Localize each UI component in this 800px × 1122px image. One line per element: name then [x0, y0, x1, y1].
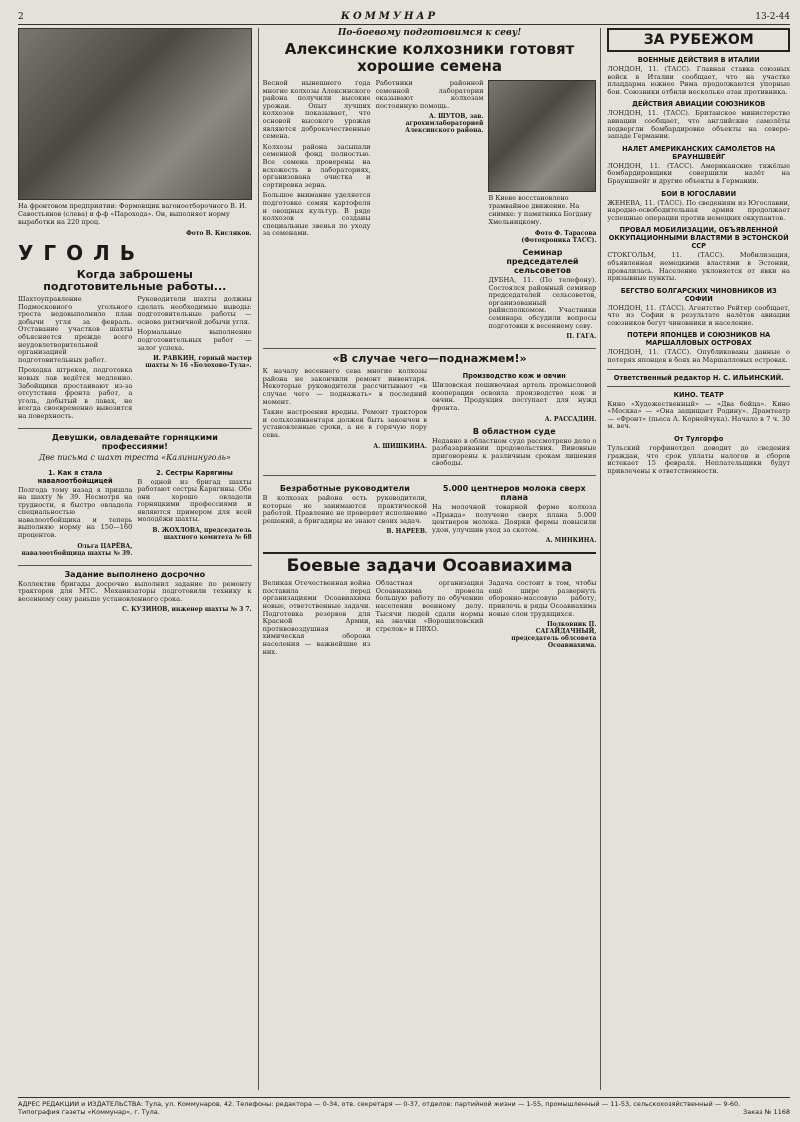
article-paragraph: Задача состоит в том, чтобы ещё шире развернуть оборонно-массовую работу, привлечь в ряды Осоавиахима новые слои трудящихся. — [488, 579, 597, 618]
section-text: Недавно в областном суде рассмотрено дело о разбазаривании продовольствия. Виновные приговорены к различным срокам лишения свободы. — [432, 436, 597, 468]
article-paragraph: Нормальные выполнение подготовительных работ — залог успеха. — [137, 328, 252, 352]
news-text: ЛОНДОН, 11. (ТАСС). Британское министерство авиации сообщает, что английские самолёты подвергли бомбардировке объекты на северо-западе Германии. — [607, 109, 790, 141]
article-signature: А. ШИШКИНА. — [373, 442, 428, 450]
lead-signature: А. ШУТОВ, зав. агрохимлабораторией Алексинского района. — [405, 113, 484, 135]
news-text: ЛОНДОН, 11. (ТАСС). Опубликованы данные о потерях японцев в боях на Маршалловых островах. — [607, 348, 790, 365]
news-title: ВОЕННЫЕ ДЕЙСТВИЯ В ИТАЛИИ — [637, 56, 760, 64]
section-signature: А. РАССАДИН. — [544, 415, 597, 423]
news-text: ЛОНДОН, 11. (ТАСС). Агентство Рейтер сообщает, что из Софии в результате налётов авиации союзников бегут чиновники и население. — [607, 303, 790, 327]
lead-paragraph: Большое внимание уделяется подготовке семян картофеля и овощных культур. В ряде колхозов созданы специальные звенья по уходу за семенами. — [262, 191, 371, 238]
section-title: В областном суде — [472, 426, 556, 436]
photo-caption: В Киеве восстановлено трамвайное движение. На снимке: у памятника Богдану Хмельницкому. — [488, 194, 592, 226]
news-text: СТОКГОЛЬМ, 11. (ТАСС). Мобилизация, объявленная немецкими властями в Эстонии, провалилась. Население уклоняется от явки на призывные пункты. — [607, 251, 790, 283]
article-title: 5.000 центнеров молока сверх плана — [442, 483, 586, 502]
footer-address: АДРЕС РЕДАКЦИИ и ИЗДАТЕЛЬСТВА: Тула, ул. Коммунаров, 42. Телефоны: редактора — 0-34, отв. секретаря — 0-37, отделов: партийной жизни — 1-55, промышленный — 11-53, сельскохозяйственный — 9-60. — [18, 1100, 741, 1108]
article-paragraph: Шахтоуправление Подмосковного угольного треста недовыполнило план добычи угля за февраль. Отставание участков шахты объясняется прежде всего неудовлетворительной организацией подготовительных работ. — [18, 295, 133, 364]
paper-name: КОММУНАР — [340, 11, 439, 22]
issue-date: 13-2-44 — [755, 12, 790, 22]
seminar-signature: П. ГАГА. — [566, 333, 597, 341]
article-paragraph: Руководители шахты должны сделать необходимые выводы: подготовительные работы — основа ритмичной добычи угля. — [137, 295, 252, 326]
factory-photo — [18, 28, 252, 200]
article-subtitle: Две письма с шахт треста «Калининуголь» — [38, 452, 231, 462]
news-title: ДЕЙСТВИЯ АВИАЦИИ СОЮЗНИКОВ — [632, 100, 766, 109]
section-signature: Ольга ЦАРЁВА, навалоотбойщица шахты № 39. — [21, 542, 133, 557]
news-title: НАЛЕТ АМЕРИКАНСКИХ САМОЛЕТОВ НА БРАУНШВЕЙГ — [622, 144, 776, 161]
center-column — [258, 28, 602, 1090]
foreign-news-heading: ЗА РУБЕЖОМ — [607, 28, 790, 52]
photo-credit: Фото В. Кисляков. — [186, 230, 252, 237]
section-signature: В. ЖОХЛОВА, председатель шахтного комитета № 68 — [152, 527, 252, 542]
cinema-text: Кино «Художественный» — «Два бойца». Кино «Москва» — «Она защищает Родину». Драмтеатр — «Фронт» (пьеса А. Корнейчука). Начало в 7 ч. 30 м. веч. — [607, 399, 790, 431]
article-signature: С. КУЗИНОВ, инженер шахты № 3 7. — [122, 606, 252, 614]
page-number: 2 — [18, 12, 24, 22]
seminar-text: ДУБНА, 11. (По телефону). Состоялся районный семинар председателей сельсоветов, организованный райисполкомом. Участники семинара обсудили вопросы подготовки к весеннему севу. — [488, 276, 597, 330]
section-title: 1. Как я стала навалоотбойщицей — [37, 468, 113, 485]
lead-title: Алексинские колхозники готовят хорошие семена — [284, 40, 575, 75]
article-text: В колхозах района есть руководители, которые не занимаются практической работой. Правление не проверяет исполнение решений, а бригадиры не знают своих задач. — [262, 493, 428, 525]
editor-line: Ответственный редактор Н. С. ИЛЬИНСКИЙ. — [613, 373, 784, 382]
notice-title: От Тулгорфо — [674, 435, 724, 444]
section-text: Полгода тому назад я пришла на шахту № 39. Несмотря на трудности, я быстро овладела специальностью навалоотбойщика и теперь выполняю норму на 150—160 процентов. — [18, 485, 133, 540]
article-signature: А. МИНКИНА. — [545, 537, 597, 545]
news-text: ЛОНДОН, 11. (ТАСС). Американские тяжёлые бомбардировщики совершили налёт на Брауншвейг и другие объекты в Германии. — [607, 161, 790, 185]
masthead — [18, 8, 790, 25]
footer-print: Типография газеты «Коммунар», г. Тула. — [18, 1108, 160, 1116]
news-title: БОИ В ЮГОСЛАВИИ — [661, 189, 737, 198]
article-signature: В. НАРЕЕВ. — [386, 528, 428, 536]
news-title: ПРОВАЛ МОБИЛИЗАЦИИ, ОБЪЯВЛЕННОЙ ОККУПАЦИОННЫМИ ВЛАСТЯМИ В ЭСТОНСКОЙ ССР — [608, 226, 789, 251]
article-title: Безработные руководители — [279, 483, 410, 493]
news-text: ЖЕНЕВА, 11. (ТАСС). По сведениям из Югославии, народно-освободительная армия продолжает успешные операции против немецких оккупантов. — [607, 198, 790, 222]
footer-order: Заказ № 1168 — [743, 1108, 790, 1116]
section-text: В одной из бригад шахты работают сестры Карягины. Обе они хорошо овладели горняцкими профессиями и являются примером для всей молодёжи шахты. — [137, 477, 252, 524]
kiev-photo — [488, 80, 596, 192]
footer — [18, 1097, 790, 1116]
left-column — [18, 28, 252, 1090]
news-title: БЕГСТВО БОЛГАРСКИХ ЧИНОВНИКОВ ИЗ СОФИИ — [620, 286, 777, 303]
osoaviakhim-title: Боевые задачи Осоавиахима — [263, 552, 597, 576]
cinema-title: КИНО. ТЕАТР — [673, 390, 724, 399]
notice-text: Тульский горфинотдел доводит до сведения граждан, что срок уплаты налогов и сборов истекает 15 февраля. Неплательщики будут привлечены к ответственности. — [607, 444, 790, 475]
article-signature: И. РАВКИН, горный мастер шахты № 16 «Болохово-Тула». — [145, 355, 252, 370]
article-paragraph: Областная организация Осоавиахима провела большую работу по обучению населения военному делу. Тысячи людей сдали нормы на значки «Ворошиловский стрелок» и ПВХО. — [375, 579, 484, 633]
article-paragraph: К началу весеннего сева многие колхозы района не закончили ремонт инвентаря. Некоторые руководители рассчитывают «в случае чего — поднажать» в последний момент. — [262, 367, 428, 406]
article-paragraph: Такие настроения вредны. Ремонт тракторов и сельхозинвентаря должен быть закончен в установленные сроки, а не в горячую пору сева. — [262, 408, 428, 439]
kicker: По-боевому подготовимся к севу! — [337, 28, 522, 38]
article-paragraph: Проходка штреков, подготовка новых лав ведётся медленно. Забойщики простаивают из-за отсутствия фронта работ, а уголь, добытый в лавах, не всегда своевременно вывозится на поверхность. — [18, 366, 133, 420]
photo-credit: Фото Ф. Тарасова (Фотохроника ТАСС). — [521, 230, 597, 244]
seminar-title: Семинар председателей сельсоветов — [506, 248, 579, 275]
lead-paragraph: Работники районной семенной лаборатории оказывают колхозам постоянную помощь. — [375, 79, 484, 110]
news-text: ЛОНДОН, 11. (ТАСС). Главная ставка союзных войск в Италии сообщает, что на участке плацдарма южнее Рима продолжаются упорные бои. Союзники отбили несколько атак противника. — [607, 65, 790, 96]
article-paragraph: Великая Отечественная война поставила перед организациями Осоавиахима новые, ответственные задачи. Подготовка резервов для Красной Армии, противовоздушная и химическая оборона населения — важнейшие из них. — [262, 579, 371, 656]
rubric-coal: УГОЛЬ — [18, 241, 146, 265]
article-title: «В случае чего—поднажмем!» — [332, 352, 527, 366]
lead-paragraph: Колхозы района засыпали семенной фонд полностью. Все семена проверены на всхожесть в лабораториях, организована очистка и сортировка зерна. — [262, 142, 371, 189]
article-signature: Полковник П. САГАЙДАЧНЫЙ, председатель облсовета Осоавиахима. — [511, 621, 597, 650]
right-column — [607, 28, 790, 1090]
article-title: Когда заброшены подготовительные работы... — [43, 268, 227, 293]
article-title: Девушки, овладевайте горняцкими профессиями! — [51, 432, 218, 451]
article-text: Коллектив бригады досрочно выполнил задание по ремонту тракторов для МТС. Механизаторы подготовили технику к весеннему севу раньше установленного срока. — [18, 579, 252, 603]
news-title: ПОТЕРИ ЯПОНЦЕВ И СОЮЗНИКОВ НА МАРШАЛЛОВЫХ ОСТРОВАХ — [627, 331, 771, 348]
article-title: Задание выполнено досрочно — [64, 569, 206, 579]
lead-paragraph: Весной нынешнего года многие колхозы Алексинского района получили высокие урожаи. Опыт лучших колхозов показывает, что основой высокого урожая являются доброкачественные семена. — [262, 79, 371, 141]
section-text: Шиловская пошивочная артель промысловой кооперации освоила производство кож и овчин. Продукция поступает для нужд фронта. — [432, 381, 597, 412]
photo-caption: На фронтовом предприятии: Формовщик вагоноотборочного В. И. Савостьянов (слева) и ф-ф «Парохода». Он, выполняет норму выработки на 220 проц. — [18, 202, 247, 226]
section-title: Производство кож и овчин — [462, 372, 566, 381]
section-title: 2. Сестры Карягины — [156, 468, 233, 477]
article-text: На молочной товарной ферме колхоза «Правда» получено сверх плана 5.000 центнеров молока. Доярки фермы повысили удои, улучшив уход за скотом. — [432, 502, 597, 534]
